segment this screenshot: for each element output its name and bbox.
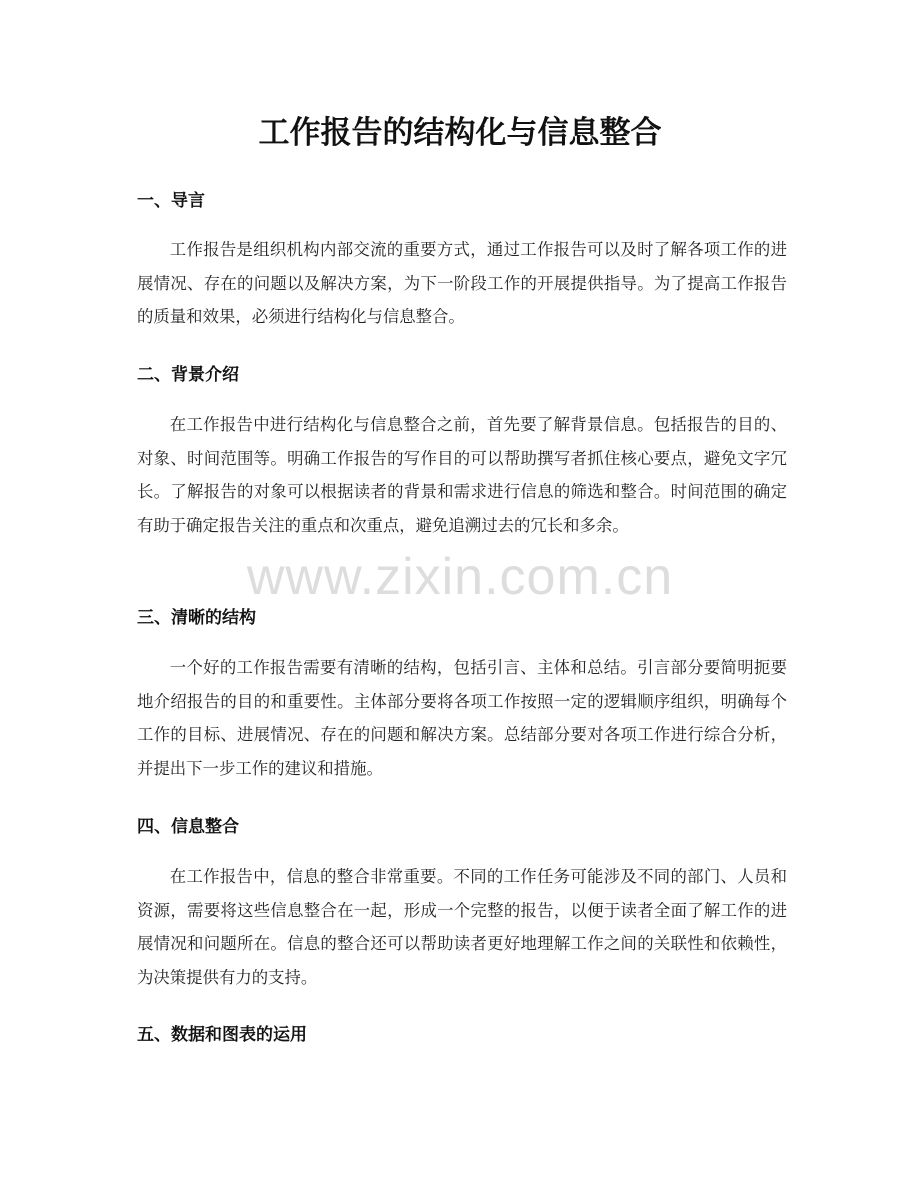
section-heading-background: 二、背景介绍 xyxy=(137,365,239,385)
document-title: 工作报告的结构化与信息整合 xyxy=(258,115,662,151)
section-heading-data-charts: 五、数据和图表的运用 xyxy=(137,1025,307,1045)
section-body-background: 在工作报告中进行结构化与信息整合之前，首先要了解背景信息。包括报告的目的、对象、时间范围等。明确工作报告的写作目的可以帮助撰写者抓住核心要点，避免文字冗长。了解报告的对象可以根据读者的背景和需求进行信息的筛选和整合。时间范围的确定有助于确定报告关注的重点和次重点，避免追溯过去的冗长和多余。 xyxy=(137,415,787,535)
section-body-structure: 一个好的工作报告需要有清晰的结构，包括引言、主体和总结。引言部分要简明扼要地介绍报告的目的和重要性。主体部分要将各项工作按照一定的逻辑顺序组织，明确每个工作的目标、进展情况、存在的问题和解决方案。总结部分要对各项工作进行综合分析，并提出下一步工作的建议和措施。 xyxy=(137,658,787,778)
section-heading-structure: 三、清晰的结构 xyxy=(137,608,256,628)
section-heading-integration: 四、信息整合 xyxy=(137,817,239,837)
section-body-intro: 工作报告是组织机构内部交流的重要方式，通过工作报告可以及时了解各项工作的进展情况、存在的问题以及解决方案，为下一阶段工作的开展提供指导。为了提高工作报告的质量和效果，必须进行结构化与信息整合。 xyxy=(137,240,787,326)
watermark: www.zixin.com.cn xyxy=(246,548,674,606)
section-heading-intro: 一、导言 xyxy=(137,191,205,211)
section-body-integration: 在工作报告中，信息的整合非常重要。不同的工作任务可能涉及不同的部门、人员和资源，需要将这些信息整合在一起，形成一个完整的报告，以便于读者全面了解工作的进展情况和问题所在。信息的整合还可以帮助读者更好地理解工作之间的关联性和依赖性，为决策提供有力的支持。 xyxy=(137,867,787,987)
